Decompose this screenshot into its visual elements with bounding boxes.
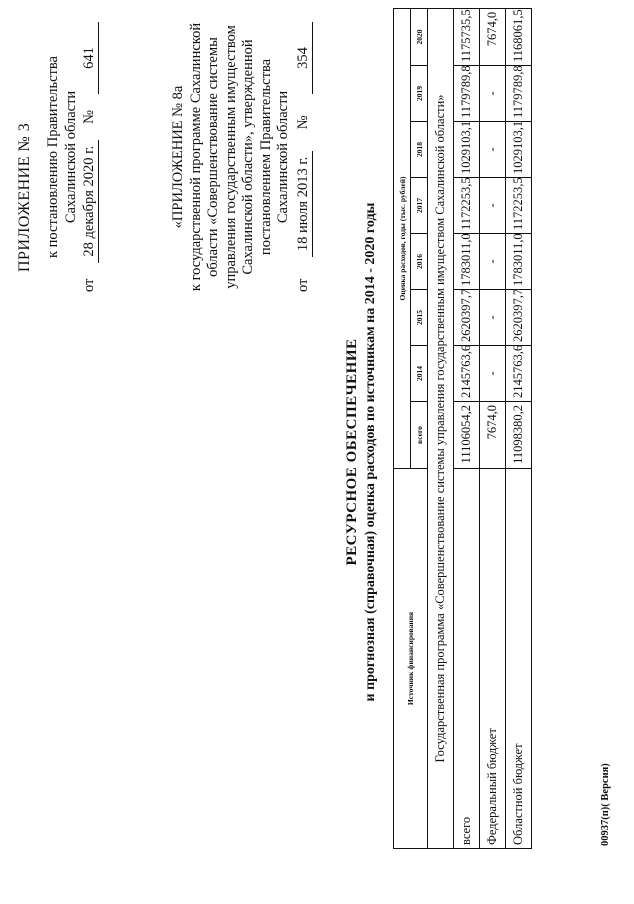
appendix-8a-line: Сахалинской области», утвержденной bbox=[240, 39, 256, 275]
appendix-8a-reference bbox=[295, 22, 314, 292]
cell-value: 7674,0 bbox=[480, 8, 506, 65]
header-estimate: Оценка расходов, годы (тыс. рублей) bbox=[394, 8, 411, 468]
from-label: от bbox=[294, 278, 311, 292]
appendix-3-line: к постановлению Правительства bbox=[45, 56, 61, 258]
table-header-row bbox=[394, 8, 411, 848]
cell-value: - bbox=[480, 66, 506, 122]
appendix-3-header bbox=[16, 22, 99, 292]
cell-value: - bbox=[480, 178, 506, 234]
document-title: РЕСУРСНОЕ ОБЕСПЕЧЕНИЕ bbox=[344, 338, 360, 566]
appendix-8a-line: управления государственным имуществом bbox=[222, 25, 239, 289]
program-name: Государственная программа «Совершенствование системы управления государственным имуществом Сахалинской области» bbox=[428, 8, 454, 848]
cell-value: 1783011,0 bbox=[454, 234, 480, 290]
appendix-8a-line: области «Совершенствование системы bbox=[205, 37, 221, 277]
header-source: Источник финансирования bbox=[394, 469, 428, 849]
cell-value: 7674,0 bbox=[480, 402, 506, 469]
header-year: 2014 bbox=[411, 346, 428, 402]
appendix-3-number: 641 bbox=[80, 22, 99, 94]
header-year: 2015 bbox=[411, 290, 428, 346]
cell-value: 1179789,8 bbox=[454, 66, 480, 122]
version-footer: 00937(п)( Версия) bbox=[600, 763, 611, 846]
row-label: всего bbox=[454, 469, 480, 849]
document-subtitle: и прогнозная (справочная) оценка расходов по источникам на 2014 - 2020 годы bbox=[363, 202, 378, 702]
header-year: 2020 bbox=[411, 8, 428, 65]
cell-value: 2620397,7 bbox=[506, 290, 532, 346]
cell-value: - bbox=[480, 234, 506, 290]
header-year: 2019 bbox=[411, 66, 428, 122]
cell-value: - bbox=[480, 346, 506, 402]
appendix-8a-line: к государственной программе Сахалинской bbox=[187, 22, 204, 292]
row-label: Федеральный бюджет bbox=[480, 469, 506, 849]
table-row bbox=[506, 8, 532, 848]
appendix-8a-number: 354 bbox=[295, 22, 314, 94]
appendix-3-line: Сахалинской области bbox=[63, 90, 79, 224]
cell-value: 1029103,1 bbox=[454, 122, 480, 178]
cell-value: 2620397,7 bbox=[454, 290, 480, 346]
header-year: 2016 bbox=[411, 234, 428, 290]
cell-value: 11098380,2 bbox=[506, 402, 532, 469]
cell-value: 11106054,2 bbox=[454, 402, 480, 469]
cell-value: 1168061,5 bbox=[506, 8, 532, 65]
cell-value: 2145763,6 bbox=[506, 346, 532, 402]
appendix-3-date: 28 декабря 2020 г. bbox=[80, 140, 99, 263]
from-label: от bbox=[81, 278, 97, 292]
header-year: 2018 bbox=[411, 122, 428, 178]
appendix-3-reference bbox=[80, 22, 99, 292]
header-year: 2017 bbox=[411, 178, 428, 234]
cell-value: 1783011,0 bbox=[506, 234, 532, 290]
appendix-8a-line: постановлением Правительства bbox=[257, 58, 274, 256]
appendix-8a-line: Сахалинской области bbox=[275, 90, 291, 224]
cell-value: 1179789,8 bbox=[506, 66, 532, 122]
appendix-8a-title: «ПРИЛОЖЕНИЕ № 8а bbox=[170, 85, 186, 229]
cell-value: 1172253,5 bbox=[506, 178, 532, 234]
cell-value: 1029103,1 bbox=[506, 122, 532, 178]
cell-value: 1175735,5 bbox=[454, 8, 480, 65]
number-sign: № bbox=[81, 110, 97, 124]
table-row bbox=[454, 8, 480, 848]
row-label: Областной бюджет bbox=[506, 469, 532, 849]
header-total: всего bbox=[411, 402, 428, 469]
cell-value: 1172253,5 bbox=[454, 178, 480, 234]
funding-table bbox=[393, 8, 532, 849]
appendix-8a-header bbox=[170, 22, 313, 292]
cell-value: 2145763,6 bbox=[454, 346, 480, 402]
number-sign: № bbox=[294, 115, 311, 130]
appendix-8a-date: 18 июля 2013 г. bbox=[295, 151, 314, 257]
appendix-3-title: ПРИЛОЖЕНИЕ № 3 bbox=[16, 122, 33, 272]
cell-value: - bbox=[480, 290, 506, 346]
table-row bbox=[480, 8, 506, 848]
program-row bbox=[428, 8, 454, 848]
cell-value: - bbox=[480, 122, 506, 178]
